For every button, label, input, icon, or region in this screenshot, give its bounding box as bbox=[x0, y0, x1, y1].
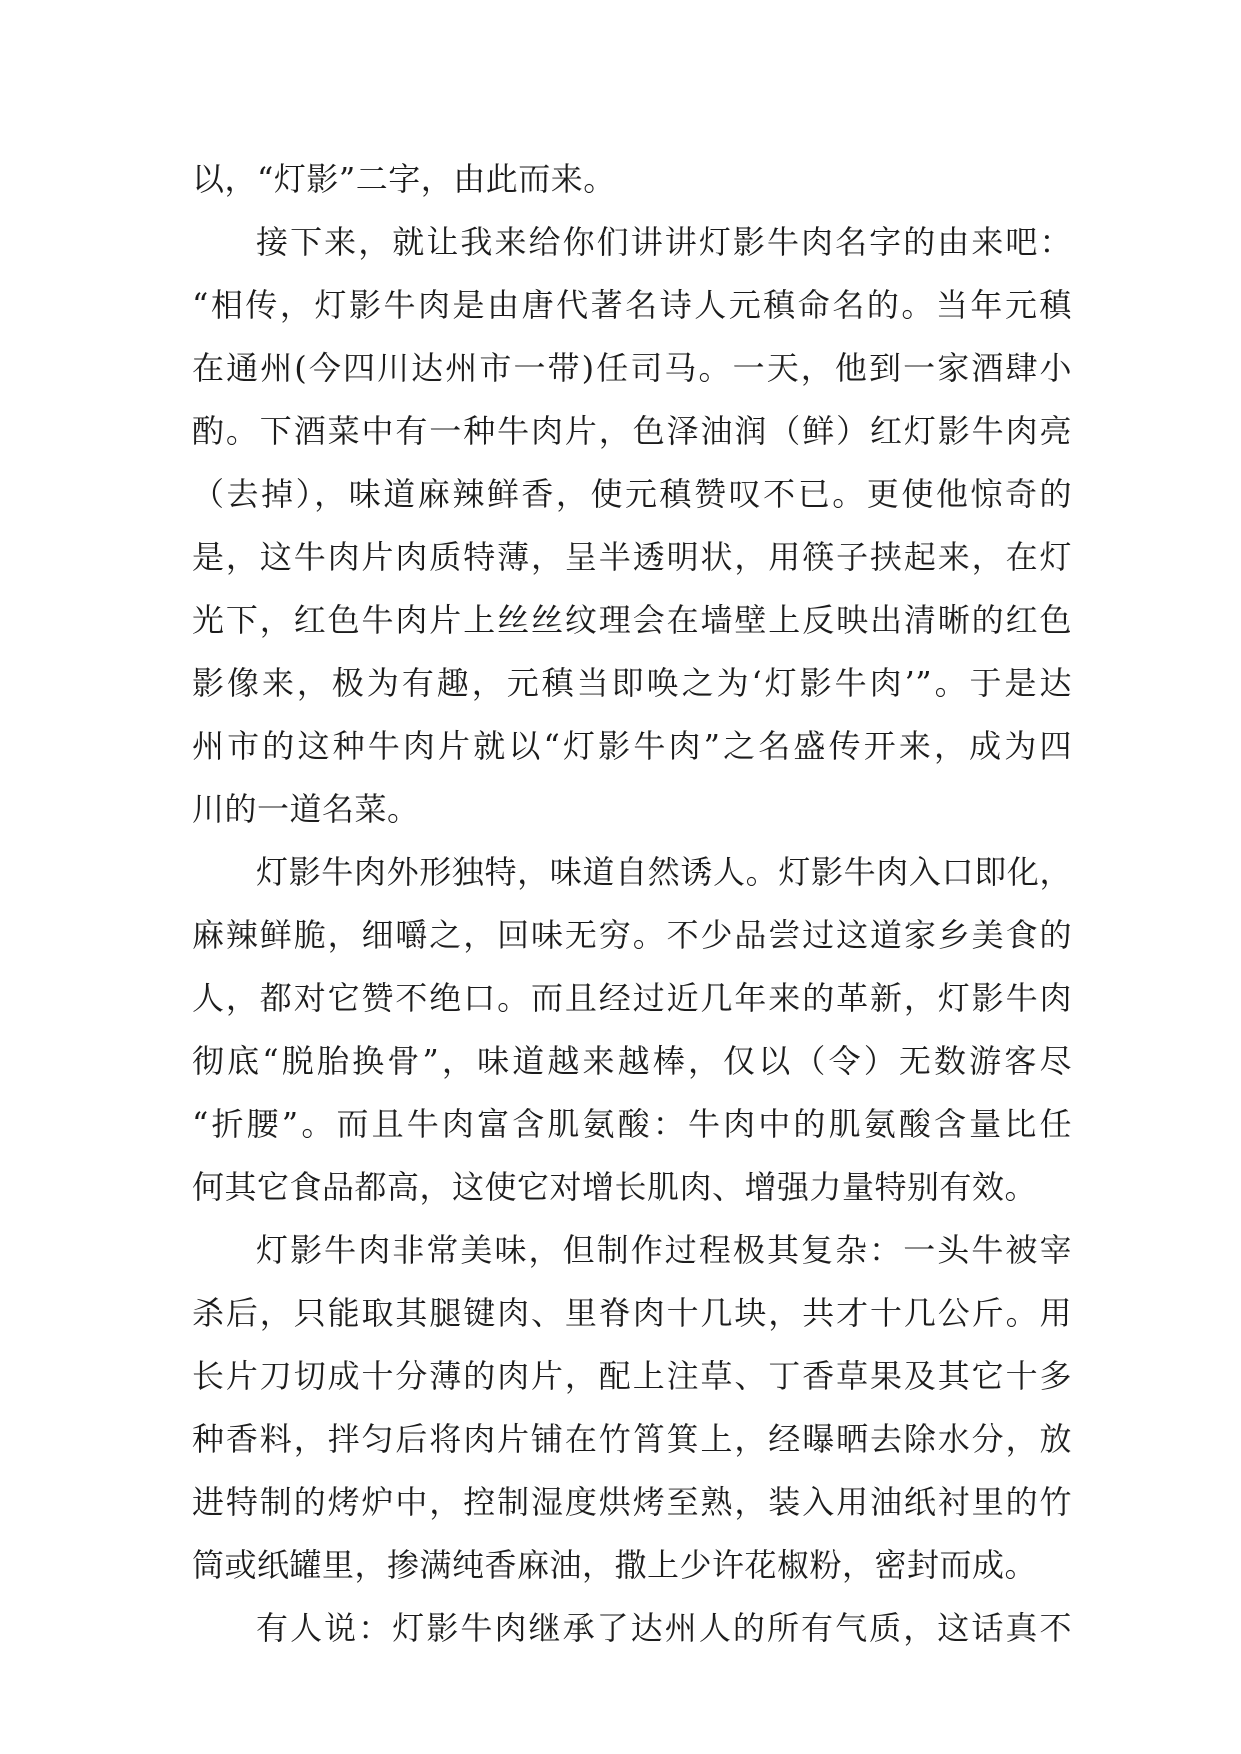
text-line: 何其它食品都高，这使它对增长肌肉、增强力量特别有效。 bbox=[192, 1168, 1038, 1206]
text-line: 人，都对它赞不绝口。而且经过近几年来的革新，灯影牛肉 bbox=[192, 979, 1072, 1017]
text-line: 以，“灯影”二字，由此而来。 bbox=[192, 160, 616, 198]
text-line: 酌。下酒菜中有一种牛肉片，色泽油润（鲜）红灯影牛肉亮 bbox=[192, 412, 1072, 450]
text-line: 有人说：灯影牛肉继承了达州人的所有气质，这话真不 bbox=[256, 1609, 1072, 1647]
text-line: 光下，红色牛肉片上丝丝纹理会在墙壁上反映出清晰的红色 bbox=[192, 601, 1072, 639]
text-line: 州市的这种牛肉片就以“灯影牛肉”之名盛传开来，成为四 bbox=[192, 727, 1072, 765]
text-line: 筒或纸罐里，掺满纯香麻油，撒上少许花椒粉，密封而成。 bbox=[192, 1546, 1038, 1584]
text-line: 种香料，拌匀后将肉片铺在竹筲箕上，经曝晒去除水分，放 bbox=[192, 1420, 1072, 1458]
text-line: 接下来，就让我来给你们讲讲灯影牛肉名字的由来吧： bbox=[256, 223, 1072, 261]
text-line: 川的一道名菜。 bbox=[192, 790, 420, 828]
text-line: “相传，灯影牛肉是由唐代著名诗人元稹命名的。当年元稹 bbox=[192, 286, 1072, 324]
text-line: “折腰”。而且牛肉富含肌氨酸：牛肉中的肌氨酸含量比任 bbox=[192, 1105, 1072, 1143]
text-line: 灯影牛肉外形独特，味道自然诱人。灯影牛肉入口即化， bbox=[256, 853, 1072, 891]
text-line: 杀后，只能取其腿键肉、里脊肉十几块，共才十几公斤。用 bbox=[192, 1294, 1072, 1332]
text-line: 是，这牛肉片肉质特薄，呈半透明状，用筷子挟起来，在灯 bbox=[192, 538, 1072, 576]
text-line: 麻辣鲜脆，细嚼之，回味无穷。不少品尝过这道家乡美食的 bbox=[192, 916, 1072, 954]
text-line: 彻底“脱胎换骨”，味道越来越棒，仅以（令）无数游客尽 bbox=[192, 1042, 1072, 1080]
document-body bbox=[192, 148, 1072, 1660]
text-line: 在通州(今四川达州市一带)任司马。一天，他到一家酒肆小 bbox=[192, 349, 1072, 387]
text-line: 影像来，极为有趣，元稹当即唤之为‘灯影牛肉’”。于是达 bbox=[192, 664, 1072, 702]
text-line: 长片刀切成十分薄的肉片，配上注草、丁香草果及其它十多 bbox=[192, 1357, 1072, 1395]
text-line: 灯影牛肉非常美味，但制作过程极其复杂：一头牛被宰 bbox=[256, 1231, 1072, 1269]
document-page bbox=[192, 148, 1072, 1660]
text-line: （去掉），味道麻辣鲜香，使元稹赞叹不已。更使他惊奇的 bbox=[192, 475, 1072, 513]
text-line: 进特制的烤炉中，控制湿度烘烤至熟，装入用油纸衬里的竹 bbox=[192, 1483, 1072, 1521]
